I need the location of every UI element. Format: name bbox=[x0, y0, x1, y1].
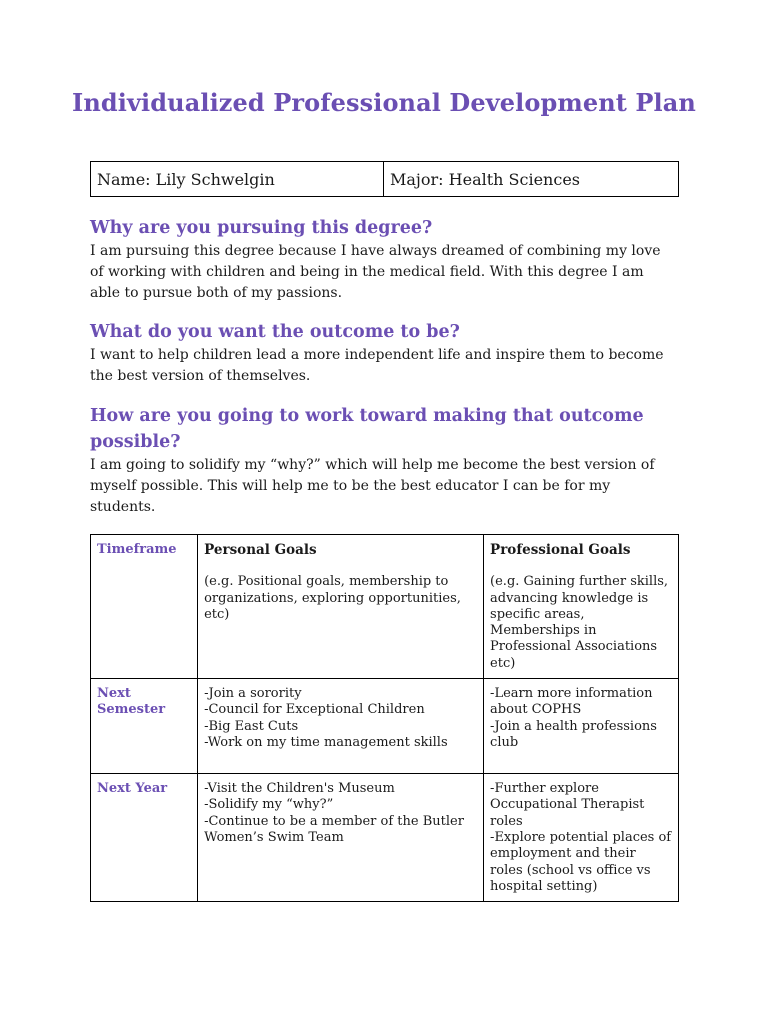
section-why-degree bbox=[90, 215, 670, 304]
timeframe-label: Timeframe bbox=[97, 542, 177, 557]
list-item: -Join a health professions club bbox=[490, 718, 657, 750]
header-professional-goals bbox=[484, 535, 679, 679]
list-item: -Join a sorority bbox=[204, 686, 302, 702]
table-header-row bbox=[91, 535, 679, 679]
question-heading: What do you want the outcome to be? bbox=[90, 322, 460, 342]
answer-text: I am pursuing this degree because I have always dreamed of combining my love of working with children and being in the medical field. With this degree I am able to pursue both of my passions. bbox=[90, 243, 661, 301]
list-item: -Continue to be a member of the Butler Women’s Swim Team bbox=[204, 813, 464, 845]
question-heading: How are you going to work toward making that outcome possible? bbox=[90, 406, 644, 452]
row-professional-goals bbox=[484, 774, 679, 902]
table-row bbox=[91, 774, 679, 902]
timeframe-label: Next Year bbox=[97, 781, 168, 797]
list-item: -Further explore Occupational Therapist roles bbox=[490, 781, 645, 829]
major-cell: Major: Health Sciences bbox=[384, 162, 679, 197]
row-professional-goals bbox=[484, 679, 679, 774]
question-heading: Why are you pursuing this degree? bbox=[90, 218, 433, 238]
answer-text: I want to help children lead a more independent life and inspire them to become the best version of themselves. bbox=[90, 347, 664, 384]
list-item: -Solidify my “why?” bbox=[204, 797, 334, 813]
list-item: -Explore potential places of employment and their roles (school vs office vs hospital setting) bbox=[490, 829, 672, 894]
row-timeframe bbox=[91, 679, 198, 774]
section-outcome bbox=[90, 319, 670, 387]
row-personal-goals bbox=[198, 679, 484, 774]
section-work-toward bbox=[90, 403, 655, 518]
name-cell: Name: Lily Schwelgin bbox=[91, 162, 384, 197]
row-timeframe bbox=[91, 774, 198, 902]
goals-table bbox=[90, 534, 679, 902]
list-item: -Learn more information about COPHS bbox=[490, 686, 653, 718]
header-personal-goals bbox=[198, 535, 484, 679]
list-item: -Big East Cuts bbox=[204, 718, 299, 734]
list-item: -Council for Exceptional Children bbox=[204, 702, 425, 718]
student-info-table bbox=[90, 161, 679, 197]
personal-goals-title: Personal Goals bbox=[204, 542, 317, 558]
timeframe-label: Next Semester bbox=[97, 686, 166, 718]
table-row bbox=[91, 679, 679, 774]
professional-goals-title: Professional Goals bbox=[490, 542, 631, 558]
answer-text: I am going to solidify my “why?” which will help me become the best version of myself possible. This will help me to be the best educator I can be for my students. bbox=[90, 457, 655, 515]
row-personal-goals bbox=[198, 774, 484, 902]
list-item: -Work on my time management skills bbox=[204, 734, 448, 750]
page-title: Individualized Professional Development Plan bbox=[72, 88, 696, 117]
professional-goals-example: (e.g. Gaining further skills, advancing knowledge is specific areas, Memberships in Professional Associations etc) bbox=[490, 574, 669, 671]
personal-goals-example: (e.g. Positional goals, membership to organizations, exploring opportunities, etc) bbox=[204, 574, 461, 622]
header-timeframe bbox=[91, 535, 198, 679]
list-item: -Visit the Children's Museum bbox=[204, 781, 395, 797]
